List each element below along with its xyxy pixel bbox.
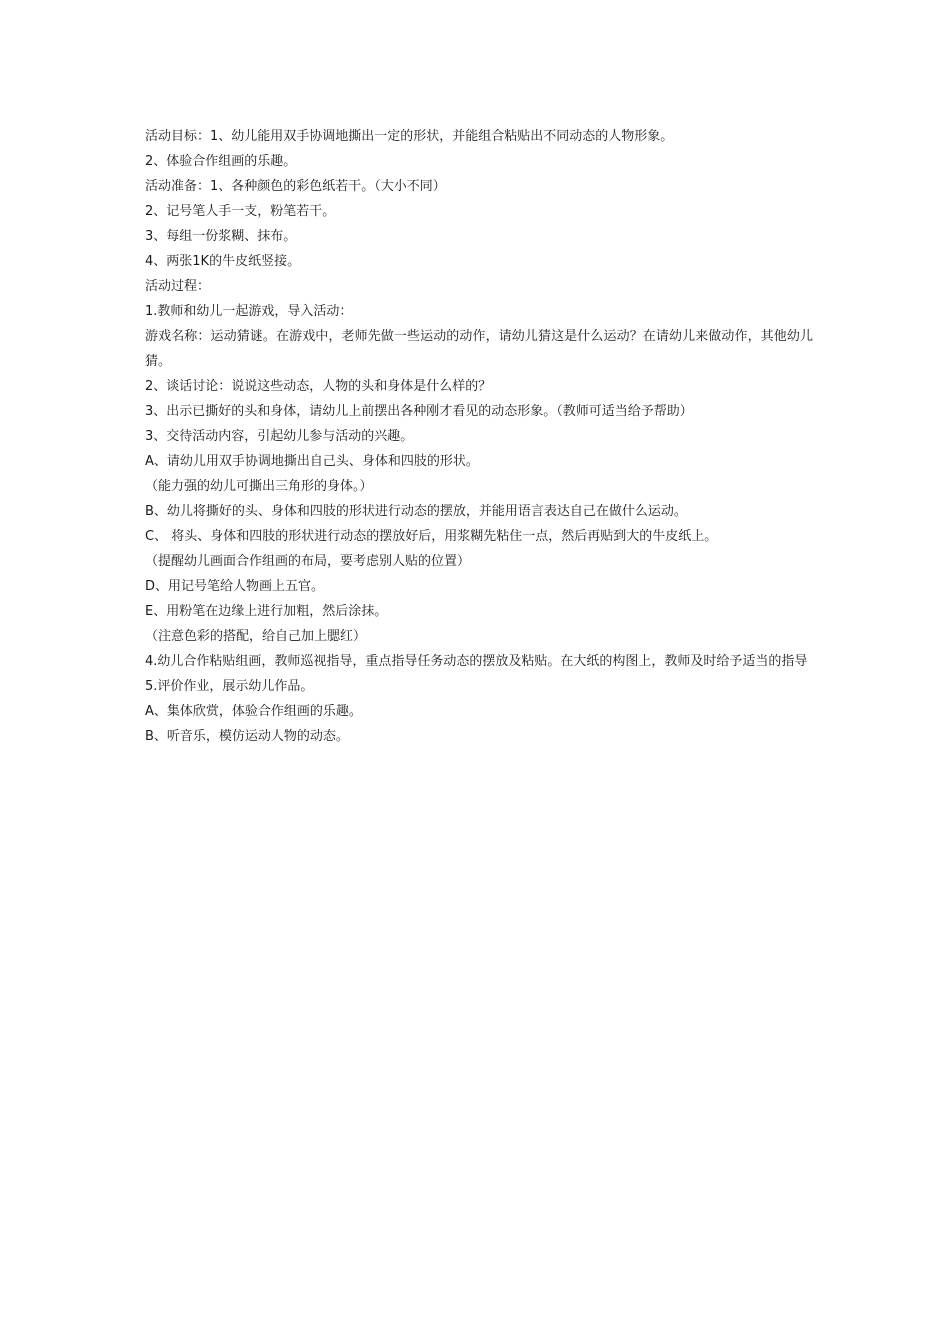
evaluation-a: A、集体欣赏，体验合作组画的乐趣。 (145, 704, 362, 719)
process-step-4: 4.幼儿合作粘贴组画，教师巡视指导，重点指导任务动态的摆放及粘贴。在大纸的构图上，教师及时给予适当的指导 (145, 654, 808, 669)
substep-b: B、幼儿将撕好的头、身体和四肢的形状进行动态的摆放，并能用语言表达自己在做什么运动。 (145, 504, 687, 519)
evaluation-b: B、听音乐，模仿运动人物的动态。 (145, 729, 349, 744)
substep-c-note: （提醒幼儿画面合作组画的布局，要考虑别人贴的位置） (145, 554, 471, 569)
process-step-5: 5.评价作业，展示幼儿作品。 (145, 679, 314, 694)
goal-line: 活动目标：1、幼儿能用双手协调地撕出一定的形状，并能组合粘贴出不同动态的人物形象。 (145, 129, 674, 144)
substep-c: C、 将头、身体和四肢的形状进行动态的摆放好后，用浆糊先粘住一点，然后再贴到大的牛皮纸上。 (145, 529, 718, 544)
process-step-2: 2、谈话讨论：说说这些动态，人物的头和身体是什么样的？ (145, 379, 492, 394)
preparation-line-4: 4、两张1K的牛皮纸竖接。 (145, 254, 301, 269)
game-description: 游戏名称：运动猜谜。在游戏中，老师先做一些运动的动作，请幼儿猜这是什么运动？在请幼儿来做动作，其他幼儿猜。 (145, 329, 813, 369)
preparation-line: 活动准备：1、各种颜色的彩色纸若干。（大小不同） (145, 179, 446, 194)
process-step-3b: 3、交待活动内容，引起幼儿参与活动的兴趣。 (145, 429, 414, 444)
process-step-3a: 3、出示已撕好的头和身体，请幼儿上前摆出各种刚才看见的动态形象。（教师可适当给予帮助） (145, 404, 693, 419)
substep-e-note: （注意色彩的搭配，给自己加上腮红） (145, 629, 367, 644)
process-step-1: 1.教师和幼儿一起游戏，导入活动： (145, 304, 353, 319)
preparation-line-2: 2、记号笔人手一支，粉笔若干。 (145, 204, 336, 219)
goal-line-2: 2、体验合作组画的乐趣。 (145, 154, 297, 169)
process-heading: 活动过程： (145, 279, 211, 294)
preparation-line-3: 3、每组一份浆糊、抹布。 (145, 229, 297, 244)
substep-e: E、用粉笔在边缘上进行加粗，然后涂抹。 (145, 604, 388, 619)
substep-d: D、用记号笔给人物画上五官。 (145, 579, 325, 594)
substep-a-note: （能力强的幼儿可撕出三角形的身体。） (145, 479, 373, 494)
document-page (145, 124, 813, 749)
substep-a: A、请幼儿用双手协调地撕出自己头、身体和四肢的形状。 (145, 454, 479, 469)
